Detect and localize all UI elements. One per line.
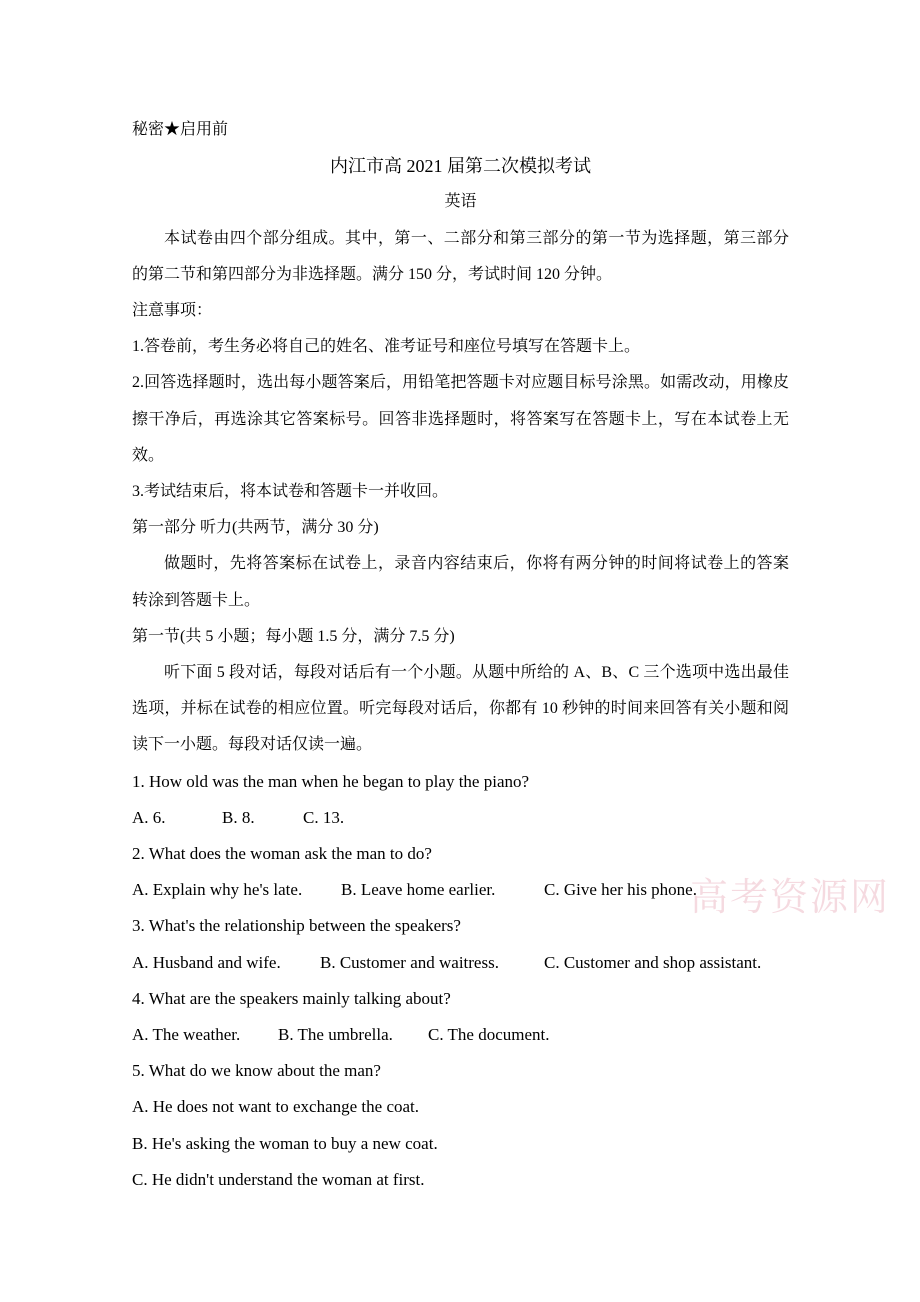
question-text: 3. What's the relationship between the speakers? xyxy=(132,916,461,936)
section-heading: 第一节(共 5 小题；每小题 1.5 分，满分 7.5 分) xyxy=(132,627,455,645)
option: A. 6. xyxy=(132,807,166,827)
question-text: 4. What are the speakers mainly talking about? xyxy=(132,988,451,1008)
option-line: A. He does not want to exchange the coat. xyxy=(132,1097,420,1117)
question-text: 2. What does the woman ask the man to do? xyxy=(132,844,432,864)
paragraph-line: 1.答卷前，考生务必将自己的姓名、准考证号和座位号填写在答题卡上。 xyxy=(132,338,641,356)
paragraph-line: 选项，并标在试卷的相应位置。听完每段对话后，你都有 10 秒钟的时间来回答有关小题和阅 xyxy=(132,700,789,718)
option: B. Leave home earlier. xyxy=(341,880,496,900)
option: C. Give her his phone. xyxy=(544,880,697,900)
paragraph-line: 2.回答选择题时，选出每小题答案后，用铅笔把答题卡对应题目标号涂黑。如需改动，用橡皮 xyxy=(132,374,789,392)
section-heading: 注意事项： xyxy=(132,302,213,320)
options-row xyxy=(132,872,789,908)
paragraph-line: 读下一小题。每段对话仅读一遍。 xyxy=(132,736,373,754)
section-heading: 第一部分 听力(共两节，满分 30 分) xyxy=(132,519,379,537)
option: C. 13. xyxy=(303,807,345,827)
paragraph-line: 听下面 5 段对话，每段对话后有一个小题。从题中所给的 A、B、C 三个选项中选出最佳 xyxy=(164,664,789,682)
paragraph-line: 做题时，先将答案标在试卷上，录音内容结束后，你将有两分钟的时间将试卷上的答案 xyxy=(164,555,789,573)
option: C. The document. xyxy=(428,1025,550,1045)
option-line: B. He's asking the woman to buy a new coat. xyxy=(132,1133,438,1153)
option: B. 8. xyxy=(222,807,255,827)
options-row xyxy=(132,945,789,981)
question-text: 1. How old was the man when he began to play the piano? xyxy=(132,771,530,791)
paragraph-line: 的第二节和第四部分为非选择题。满分 150 分，考试时间 120 分钟。 xyxy=(132,265,613,283)
option-line: C. He didn't understand the woman at first. xyxy=(132,1169,425,1189)
options-row xyxy=(132,1017,789,1053)
options-row xyxy=(132,800,789,836)
option: B. Customer and waitress. xyxy=(320,952,499,972)
question-text: 5. What do we know about the man? xyxy=(132,1061,381,1081)
exam-title: 内江市高 2021 届第二次模拟考试 xyxy=(330,156,591,177)
subject-title: 英语 xyxy=(444,193,477,211)
paragraph-line: 本试卷由四个部分组成。其中，第一、二部分和第三部分的第一节为选择题，第三部分 xyxy=(164,229,789,247)
paragraph-line: 转涂到答题卡上。 xyxy=(132,591,261,609)
option: A. Explain why he's late. xyxy=(132,880,303,900)
option: C. Customer and shop assistant. xyxy=(544,952,762,972)
option: A. The weather. xyxy=(132,1025,241,1045)
classification-label: 秘密★启用前 xyxy=(132,121,229,138)
paragraph-line: 3.考试结束后，将本试卷和答题卡一并收回。 xyxy=(132,483,449,501)
watermark: 高考资源网 xyxy=(690,877,891,919)
option: A. Husband and wife. xyxy=(132,952,281,972)
document-lines xyxy=(132,112,789,1198)
paragraph-line: 擦干净后，再选涂其它答案标号。回答非选择题时，将答案写在答题卡上，写在本试卷上无 xyxy=(132,410,789,428)
option: B. The umbrella. xyxy=(278,1025,393,1045)
paragraph-line: 效。 xyxy=(132,446,165,464)
